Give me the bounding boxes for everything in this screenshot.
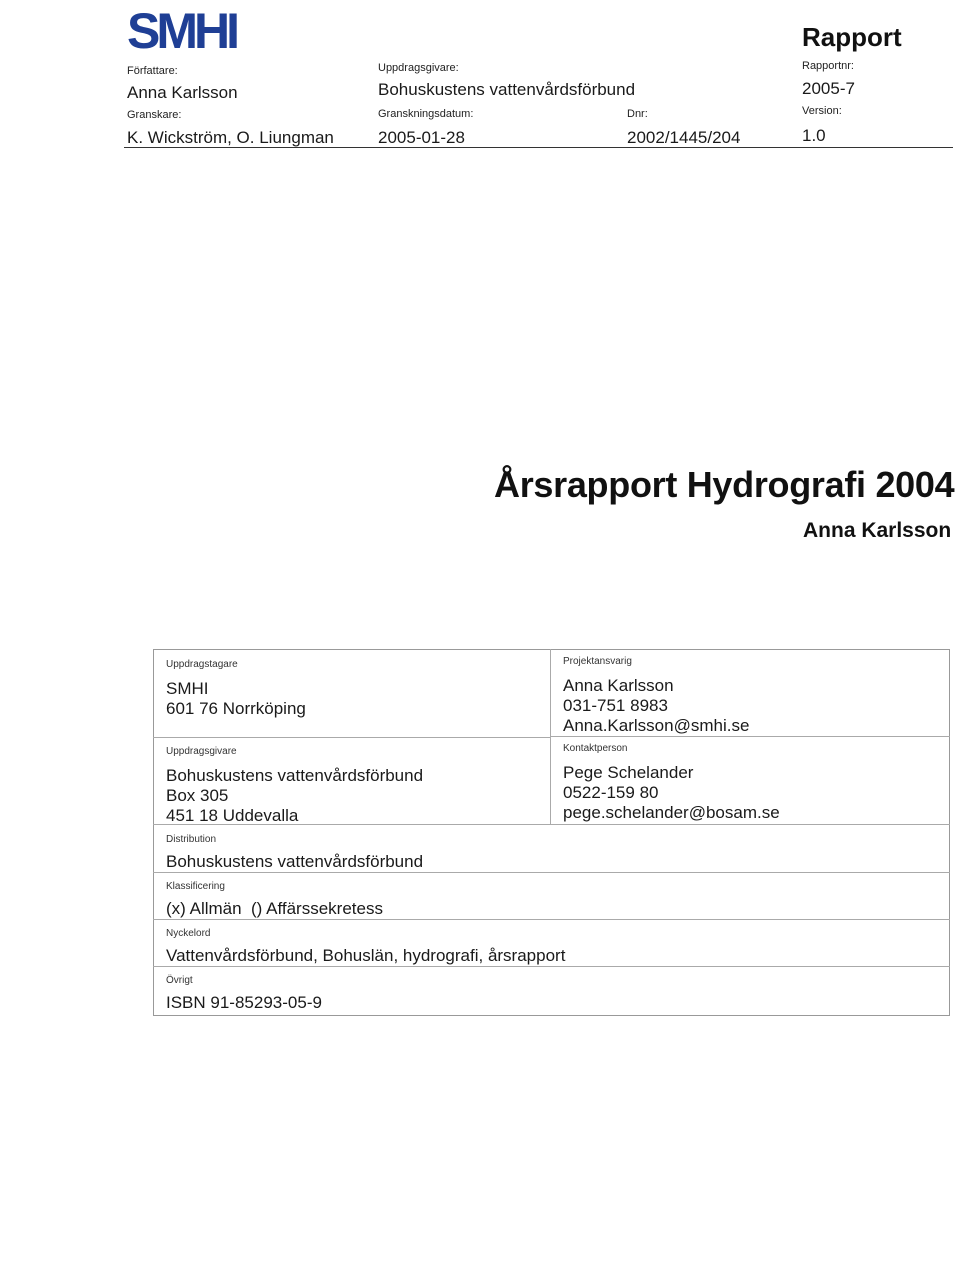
reviewer-value: K. Wickström, O. Liungman: [127, 128, 334, 147]
row-divider: [550, 736, 950, 737]
version-value: 1.0: [802, 126, 826, 145]
distribution-value: Bohuskustens vattenvårdsförbund: [166, 852, 424, 871]
client-box-line: Box 305: [166, 786, 229, 805]
project-lead-line: 031-751 8983: [563, 696, 668, 715]
row-divider: [153, 737, 550, 738]
author-label: Författare:: [127, 65, 178, 77]
other-label: Övrigt: [166, 975, 193, 986]
contact-label: Kontaktperson: [563, 743, 628, 754]
report-no-value: 2005-7: [802, 79, 855, 98]
contact-line: 0522-159 80: [563, 783, 659, 802]
dnr-value: 2002/1445/204: [627, 128, 741, 147]
document-title: Årsrapport Hydrografi 2004: [494, 464, 955, 505]
project-lead-line: Anna Karlsson: [563, 676, 674, 695]
row-divider: [153, 872, 950, 873]
version-label: Version:: [802, 105, 842, 117]
review-date-label: Granskningsdatum:: [378, 108, 474, 120]
reviewer-label: Granskare:: [127, 109, 182, 121]
classification-value: (x) Allmän () Affärssekretess: [166, 899, 383, 918]
other-value: ISBN 91-85293-05-9: [166, 993, 322, 1012]
client-box-label: Uppdragsgivare: [166, 746, 237, 757]
smhi-logo-text: SMHI: [127, 4, 236, 52]
report-no-label: Rapportnr:: [802, 60, 854, 72]
row-divider: [153, 966, 950, 967]
client-box-line: 451 18 Uddevalla: [166, 806, 299, 825]
project-lead-email: Anna.Karlsson@smhi.se: [563, 716, 750, 735]
keywords-label: Nyckelord: [166, 928, 211, 939]
dnr-label: Dnr:: [627, 108, 648, 120]
contact-line: Pege Schelander: [563, 763, 694, 782]
header-divider: [124, 147, 953, 148]
author-value: Anna Karlsson: [127, 83, 238, 102]
review-date-value: 2005-01-28: [378, 128, 465, 147]
client-value: Bohuskustens vattenvårdsförbund: [378, 80, 636, 99]
row-divider: [153, 919, 950, 920]
client-label: Uppdragsgivare:: [378, 62, 459, 74]
distribution-label: Distribution: [166, 834, 217, 845]
contractor-line: 601 76 Norrköping: [166, 699, 306, 718]
project-lead-label: Projektansvarig: [563, 656, 632, 667]
smhi-logo: [125, 4, 243, 52]
contact-email: pege.schelander@bosam.se: [563, 803, 780, 822]
report-type: Rapport: [802, 22, 902, 52]
keywords-value: Vattenvårdsförbund, Bohuslän, hydrografi, årsrapport: [166, 946, 566, 965]
client-box-line: Bohuskustens vattenvårdsförbund: [166, 766, 424, 785]
document-author: Anna Karlsson: [803, 519, 952, 542]
contractor-line: SMHI: [166, 679, 209, 698]
contractor-label: Uppdragstagare: [166, 659, 238, 670]
classification-label: Klassificering: [166, 881, 225, 892]
